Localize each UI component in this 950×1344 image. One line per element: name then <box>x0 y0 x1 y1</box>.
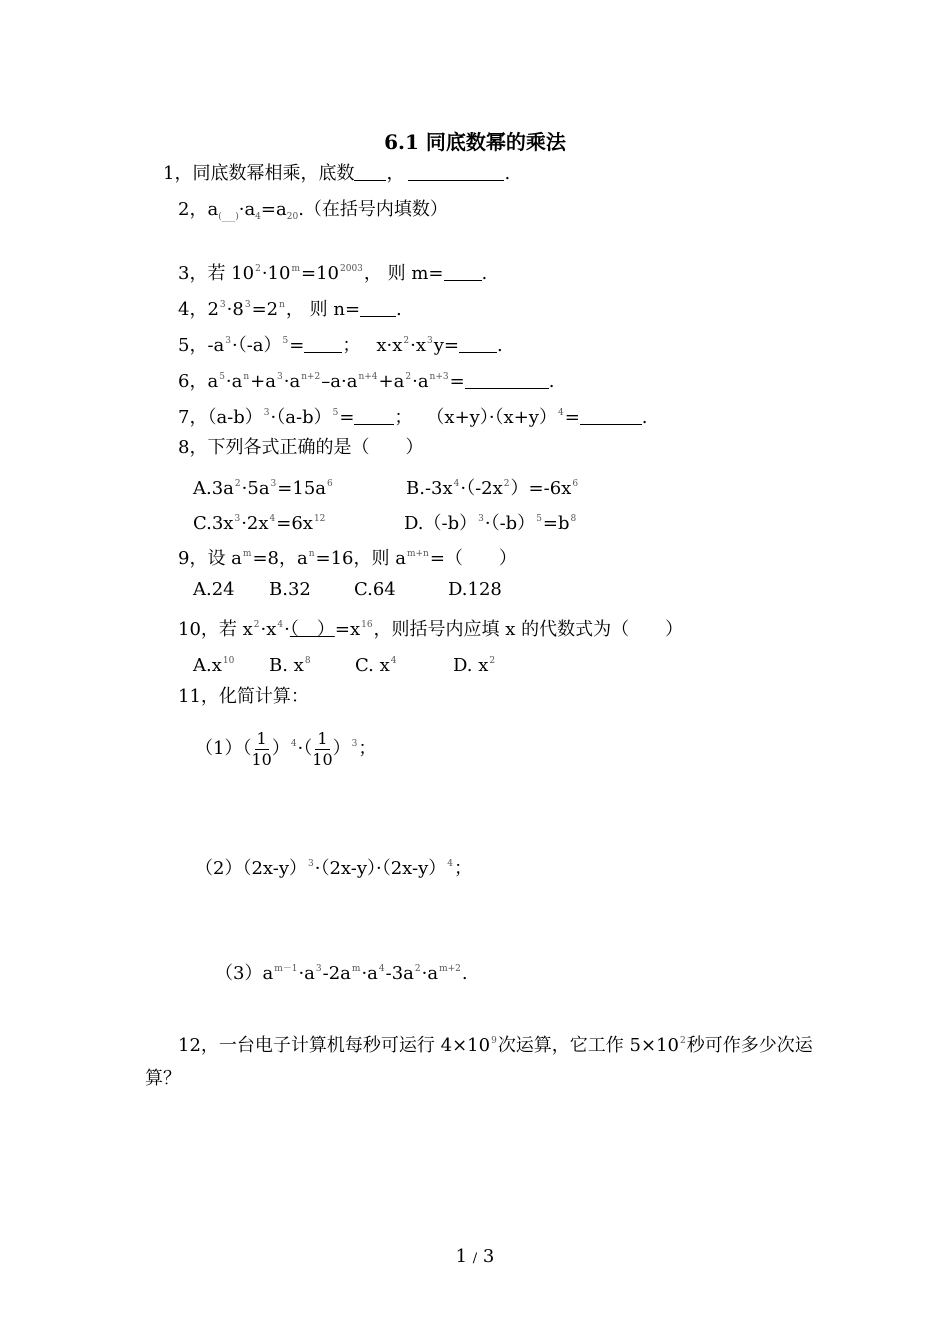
question-12: 12，一台电子计算机每秒可运行 $4\times 10^9$次运算，它工作 $5\times 10^2$秒可作多少次运 <box>178 1035 813 1056</box>
answer-blank[interactable] <box>304 336 342 353</box>
option-d[interactable]: D. $x^2$ <box>453 655 496 676</box>
question-4: 4，$2^3\cdot 8^3=2^n$， 则 n= . <box>178 299 402 320</box>
option-b[interactable]: B. $x^8$ <box>269 655 311 676</box>
option-c[interactable]: $C.3x^3\cdot 2x^4=6x^{12}$ <box>193 513 326 534</box>
question-10: 10，若 $x^2\cdot x^4\cdot$（ ）$=x^{16}$，则括号内应填 x 的代数式为（ ） <box>178 619 684 640</box>
option-c[interactable]: C. $x^4$ <box>355 655 397 676</box>
answer-blank[interactable] <box>360 300 396 317</box>
question-5: 5，$-a^3\cdot(-a)^5=$ ； $x\cdot x^2\cdot x^3y=$ . <box>178 335 503 356</box>
question-12-continued: 算？ <box>145 1068 181 1089</box>
answer-blank[interactable] <box>354 164 386 181</box>
answer-blank[interactable] <box>444 264 482 281</box>
question-2: 2，$a_{(\_\_\_)}\cdot a_4=a_{20}$.（在括号内填数） <box>178 199 448 222</box>
option-b[interactable]: $B.-3x^4\cdot(-2x^2)=-6x^6$ <box>406 478 579 499</box>
question-7: 7，$(a-b)^3\cdot(a-b)^5=$ ； $(x+y)\cdot(x+y)^4=$ . <box>178 407 648 428</box>
option-d[interactable]: D.128 <box>448 579 502 600</box>
page-title: 6.1 同底数幂的乘法 <box>384 130 566 154</box>
question-9: 9，设 $a^m=8$，$a^n=16$，则 $a^{m+n}=$（ ） <box>178 548 517 569</box>
option-c[interactable]: C.64 <box>354 579 396 600</box>
question-6: 6，$a^5\cdot a^n+a^3\cdot a^{n+2}-a\cdot a^{n+4}+a^2\cdot a^{n+3}=$ . <box>178 371 555 392</box>
answer-blank[interactable]: （ ） <box>289 619 335 640</box>
option-d[interactable]: $D.(-b)^3\cdot(-b)^5=b^8$ <box>404 513 577 534</box>
answer-blank[interactable] <box>354 408 394 425</box>
question-11-part-3: $(3)a^{m-1}\cdot a^3-2a^m\cdot a^4-3a^2\cdot a^{m+2}$. <box>215 963 468 984</box>
question-8: 8，下列各式正确的是（ ） <box>178 437 424 458</box>
page-number: 1 / 3 <box>455 1246 495 1267</box>
option-a[interactable]: $A.3a^2\cdot 5a^3=15a^6$ <box>193 478 333 499</box>
option-b[interactable]: B.32 <box>269 579 311 600</box>
option-a[interactable]: $A.x^{10}$ <box>193 655 235 676</box>
question-11: 11，化简计算： <box>178 686 309 707</box>
answer-blank[interactable] <box>580 408 642 425</box>
question-1: 1，同底数幂相乘，底数 ， . <box>163 163 511 184</box>
question-3: 3，若 $10^2\cdot 10^m=10^{2003}$， 则 m= . <box>178 263 488 284</box>
answer-blank[interactable] <box>465 372 549 389</box>
answer-blank[interactable] <box>459 336 497 353</box>
option-a[interactable]: A.24 <box>193 579 235 600</box>
fraction: $\frac{1}{10}$ <box>312 728 333 769</box>
question-11-part-2: $(2)(2x-y)^3\cdot(2x-y)\cdot(2x-y)^4$； <box>195 858 472 879</box>
fraction: $\frac{1}{10}$ <box>251 728 272 769</box>
question-11-part-1: （1）（ $\frac{1}{10}$ ）$^4$·（ $\frac{1}{10}$ ）$^3$； <box>195 728 377 769</box>
answer-blank[interactable] <box>408 164 504 181</box>
